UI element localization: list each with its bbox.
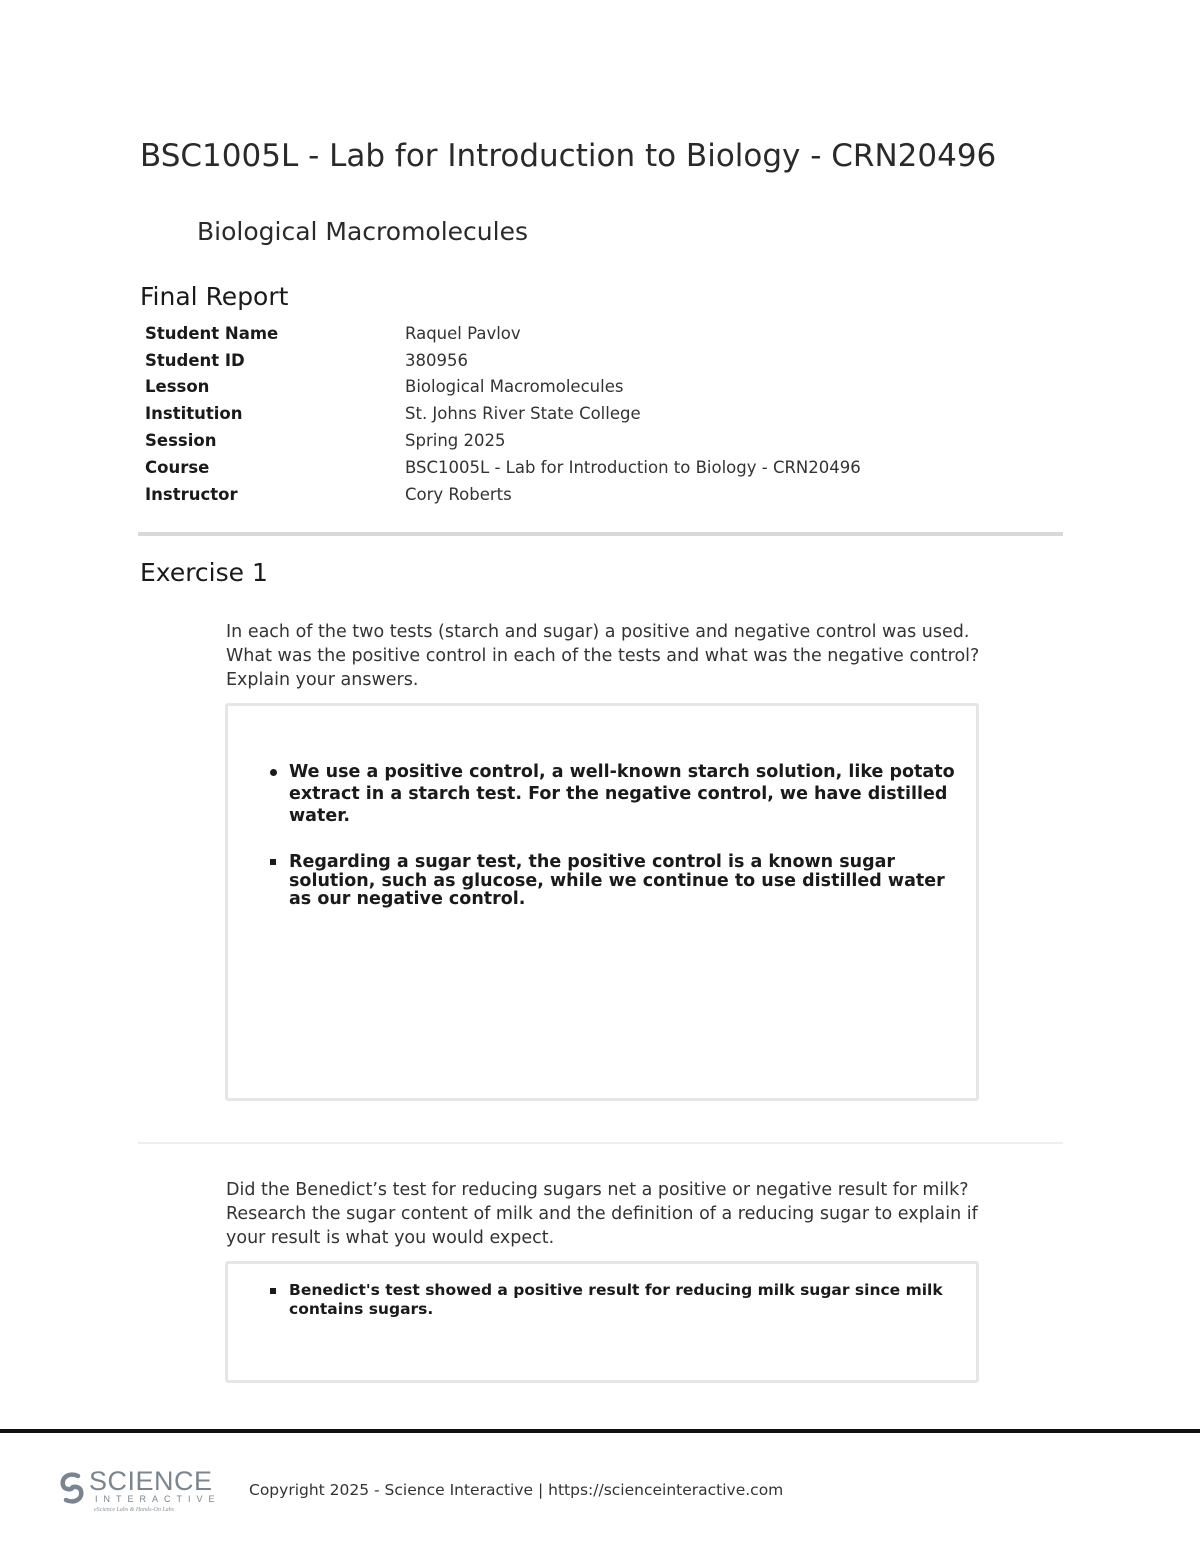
info-label: Session [145,431,217,451]
info-value: Biological Macromolecules [405,377,624,397]
bullet-icon [270,859,276,865]
logo-wordmark: SCIENCE [89,1466,213,1496]
answer-box-2 [225,1261,979,1383]
info-row-course [145,454,861,481]
lesson-title: Biological Macromolecules [197,217,528,246]
answer-text: Benedict's test showed a positive result for reducing milk sugar since milk contains sugars. [289,1281,943,1318]
info-value: Cory Roberts [405,484,512,504]
info-value: St. Johns River State College [405,404,641,424]
answer-list [289,1281,969,1319]
footer-copyright: Copyright 2025 - Science Interactive | https://scienceinteractive.com [249,1481,784,1499]
report-heading: Final Report [140,282,289,311]
info-row-session [145,427,861,454]
logo-subtitle: INTERACTIVE [95,1494,221,1504]
info-label: Course [145,457,210,477]
answer-text: We use a positive control, a well-known starch solution, like potato extract in a starch test. For the negative control, we have distilled water. [289,762,955,826]
info-label: Instructor [145,484,238,504]
info-row-institution [145,400,861,427]
info-value: Spring 2025 [405,431,506,451]
course-title: BSC1005L - Lab for Introduction to Biology - CRN20496 [140,138,997,174]
answer-list [289,761,961,909]
info-label: Student ID [145,350,245,370]
logo-swirl-icon [58,1470,86,1506]
exercise-heading: Exercise 1 [140,558,268,587]
info-value: Raquel Pavlov [405,323,521,343]
info-row-student-name [145,320,861,347]
info-label: Lesson [145,377,210,397]
answer-item [289,761,961,827]
info-value: BSC1005L - Lab for Introduction to Biology - CRN20496 [405,457,861,477]
answer-text: Regarding a sugar test, the positive control is a known sugar solution, such as glucose, while we continue to use distilled water as our negative control. [289,852,945,909]
science-interactive-logo [58,1466,221,1518]
question-divider [138,1142,1063,1144]
info-row-instructor [145,481,861,508]
info-label: Student Name [145,323,279,343]
answer-box-1 [225,703,979,1101]
student-info-table [145,320,861,508]
section-divider [138,532,1063,536]
bullet-icon [270,769,277,776]
info-row-student-id [145,347,861,374]
logo-tagline: eScience Labs & Hands-On Labs [94,1507,174,1513]
answer-item [289,853,961,909]
answer-item [289,1281,969,1319]
question-2-text: Did the Benedict’s test for reducing sugars net a positive or negative result for milk? Research the sugar content of milk and the definition of a reducing sugar to explain if your result is what you would expect. [226,1180,978,1248]
info-row-lesson [145,374,861,401]
question-1-text: In each of the two tests (starch and sugar) a positive and negative control was used. What was the positive control in each of the tests and what was the negative control? Explain your answers. [226,622,980,690]
info-label: Institution [145,404,243,424]
footer-rule [0,1429,1200,1433]
info-value: 380956 [405,350,468,370]
bullet-icon [270,1288,276,1294]
